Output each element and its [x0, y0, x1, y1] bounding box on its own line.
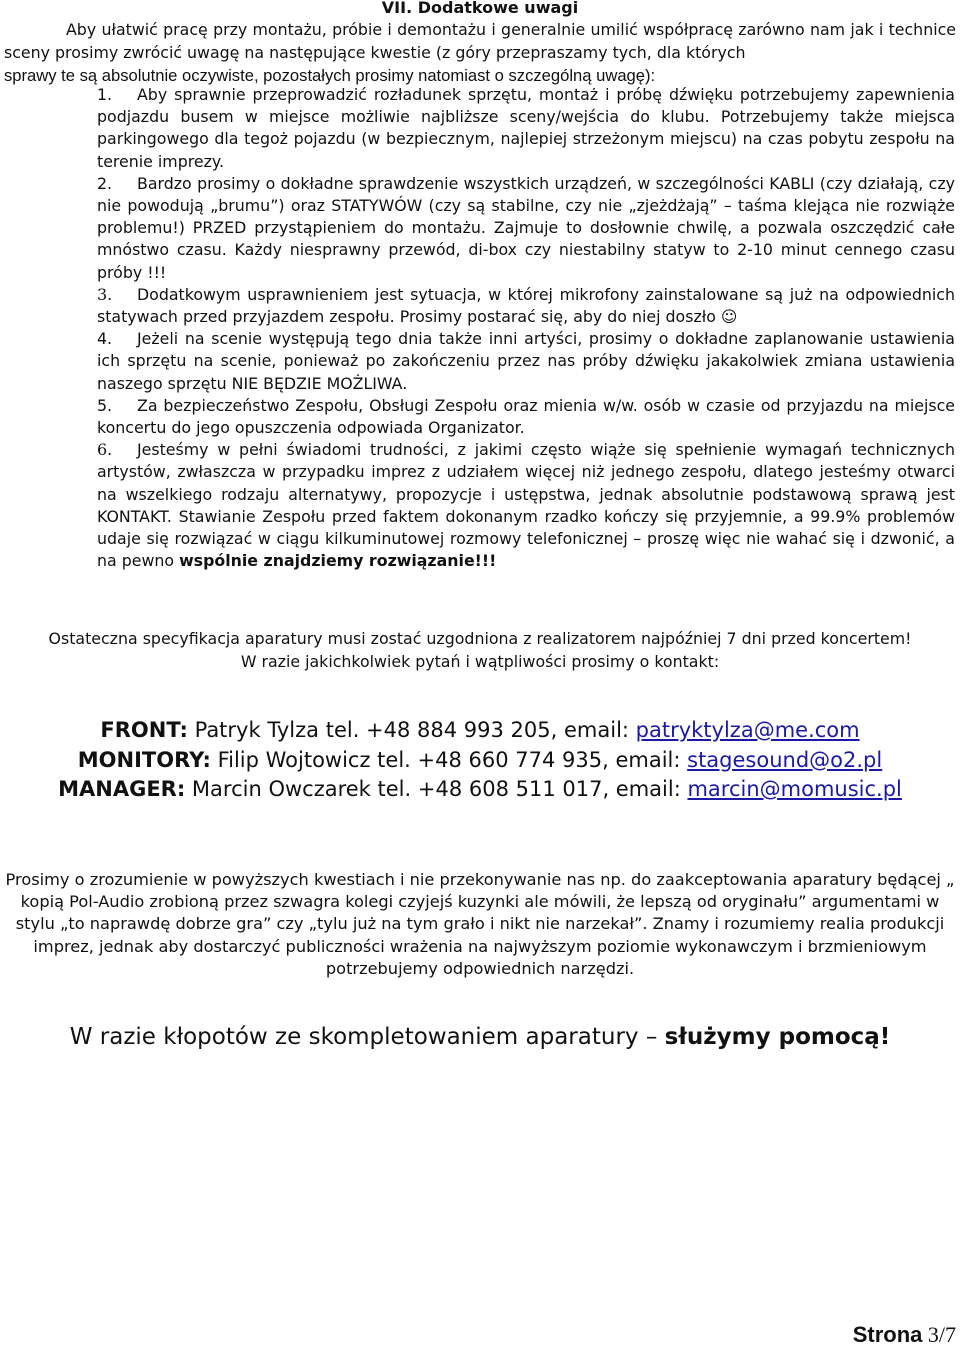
contact-role: MANAGER: [58, 777, 186, 801]
list-item-text: Dodatkowym usprawnieniem jest sytuacja, w której mikrofony zainstalowane są już na odpowiednich statywach przed przyjazdem zespołu. Prosimy postarać się, aby do niej doszło ☺ [97, 284, 955, 327]
final-spec-block [0, 627, 960, 673]
contact-role: MONITORY: [77, 747, 211, 772]
intro-paragraph [4, 18, 956, 87]
list-item [97, 284, 955, 328]
list-item-number: 4. [97, 329, 113, 349]
page-total: 7 [945, 1322, 956, 1347]
intro-text-part2: sprawy te są absolutnie oczywiste, pozostałych prosimy natomiast o szczególną uwagę): [4, 66, 656, 85]
remarks-list [97, 84, 955, 572]
final-spec-text: Ostateczna specyfikacja aparatury musi zostać uzgodniona z realizatorem najpóźniej 7 dni przed koncertem! [48, 629, 912, 648]
list-item [97, 328, 955, 395]
contact-role: FRONT: [100, 718, 188, 742]
contacts-block [0, 716, 960, 805]
list-item-text: Aby sprawnie przeprowadzić rozładunek sprzętu, montaż i próbę dźwięku potrzebujemy zapewnienia podjazdu busem w miejsce możliwie najbliższe sceny/wejścia do klubu. Potrzebujemy także miejsca parkingowego dla tegoż pojazdu (w bezpiecznym, najlepiej strzeżonym miejscu) na czas pobytu zespołu na terenie imprezy. [97, 85, 955, 171]
list-item-number: 3. [97, 284, 113, 304]
understanding-notice: Prosimy o zrozumienie w powyższych kwestiach i nie przekonywanie nas np. do zaakceptowania aparatury będącej „ kopią Pol-Audio zrobioną przez szwagra kolegi czyjejś kuzynki ale mówili, że lepszą od oryginału” argumentami w stylu „to naprawdę dobrze gra” czy „tylu już na tym grało i nikt nie narzekał”. Znamy i rozumiemy realia produkcji imprez, jednak aby dostarczyć publiczności wrażenia na najwyższym poziomie wykonawczym i brzmieniowym potrzebujemy odpowiednich narzędzi. [5, 870, 955, 978]
list-item-bold-text: wspólnie znajdziemy rozwiązanie!!! [179, 551, 497, 571]
list-item-number: 2. [97, 173, 113, 193]
help-bold-text: służymy pomocą! [664, 1024, 891, 1050]
contact-details: Marcin Owczarek tel. +48 608 511 017, email: [185, 777, 688, 801]
list-item-number: 6. [97, 440, 113, 460]
page-separator: / [938, 1322, 945, 1347]
page-current: 3 [927, 1322, 939, 1347]
list-item [97, 395, 955, 439]
contact-line-monitory [0, 746, 960, 776]
list-item [97, 173, 955, 284]
section-heading: VII. Dodatkowe uwagi [381, 0, 579, 17]
contact-details: Patryk Tylza tel. +48 884 993 205, email: [187, 718, 636, 742]
list-item-number: 1. [97, 85, 113, 104]
contact-details: Filip Wojtowicz tel. +48 660 774 935, email: [210, 747, 688, 772]
email-link-front[interactable]: patryktylza@me.com [635, 718, 860, 742]
list-item-text: Za bezpieczeństwo Zespołu, Obsługi Zespołu oraz mienia w/w. osób w czasie od przyjazdu na miejsce koncertu do jego opuszczenia odpowiada Organizator. [97, 395, 955, 438]
intro-text-part1: Aby ułatwić pracę przy montażu, próbie i demontażu i generalnie umilić współpracę zarówno nam jak i technice sceny prosimy zwrócić uwagę na następujące kwestie (z góry przepraszamy tych, dla których [4, 20, 956, 62]
contact-intro-text: W razie jakichkolwiek pytań i wątpliwości prosimy o kontakt: [240, 652, 720, 671]
list-item [97, 439, 955, 572]
list-item-number: 5. [97, 395, 113, 415]
page-label: Strona [852, 1322, 923, 1347]
list-item-text: Jesteśmy w pełni świadomi trudności, z jakimi często wiąże się spełnienie wymagań technicznych artystów, zwłaszcza w przypadku imprez z udziałem więcej niż jednego zespołu, dlatego jesteśmy otwarci na wszelkiego rodzaju alternatywy, propozycje i ustępstwa, jednak absolutnie podstawową sprawą jest KONTAKT. Stawianie Zespołu przed faktem dokonanym rzadko kończy się przyjemnie, a 99.9% problemów udaje się rozwiązać w ciągu kilkuminutowej rozmowy telefonicznej – proszę więc nie wahać się i dzwonić, a na pewno [97, 440, 955, 571]
list-item-text: Bardzo prosimy o dokładne sprawdzenie wszystkich urządzeń, w szczególności KABLI (czy działają, czy nie powodują „brumu”) oraz STATYWÓW (czy są stabilne, czy nie „zjeżdżają” – taśma klejąca nie rozwiąże problemu!) PRZED przystąpieniem do montażu. Zajmuje to dosłownie chwilę, a pozwala oszczędzić całe mnóstwo czasu. Każdy niesprawny przewód, di-box czy niestabilny statyw to 2-10 minut cennego czasu próby !!! [97, 173, 955, 282]
email-link-monitory[interactable]: stagesound@o2.pl [687, 747, 883, 772]
page-number [853, 1322, 956, 1348]
help-text: W razie kłopotów ze skompletowaniem aparatury – [69, 1024, 665, 1050]
list-item-text: Jeżeli na scenie występują tego dnia także inni artyści, prosimy o dokładne zaplanowanie ustawienia ich sprzętu na scenie, ponieważ po zakończeniu przez nas próby dźwięku jakakolwiek zmiana ustawienia naszego sprzętu NIE BĘDZIE MOŻLIWA. [97, 329, 955, 393]
contact-line-manager [0, 775, 960, 805]
email-link-manager[interactable]: marcin@momusic.pl [687, 777, 902, 801]
help-offer [0, 1021, 960, 1053]
contact-line-front [0, 716, 960, 746]
list-item [97, 84, 955, 173]
